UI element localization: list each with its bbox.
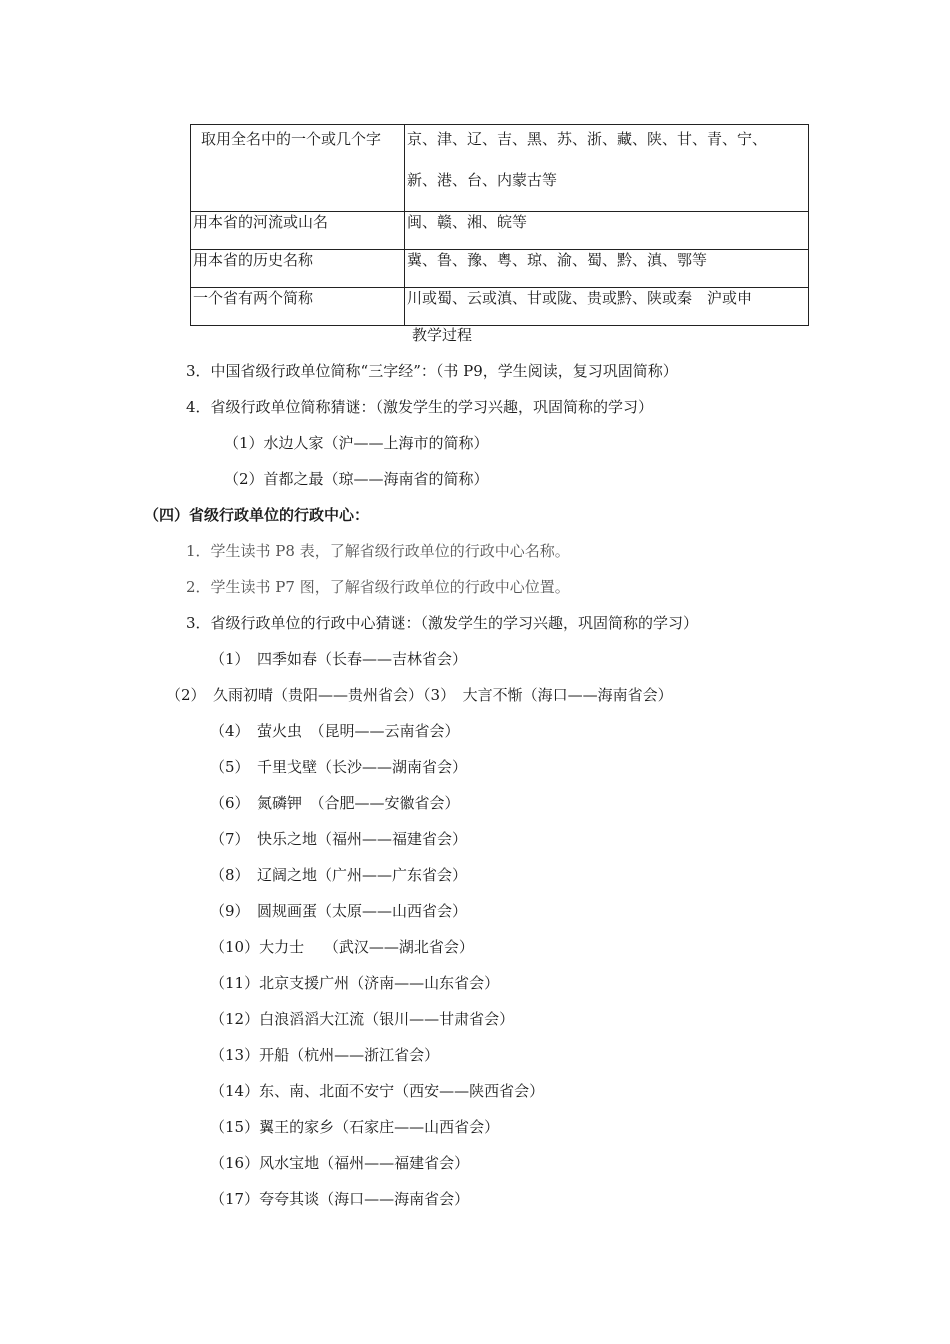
table-row bbox=[191, 125, 809, 212]
table-row bbox=[191, 288, 809, 326]
table-cell-rule: 用本省的历史名称 bbox=[191, 250, 405, 288]
part3-item-4: 4．省级行政单位简称猜谜：（激发学生的学习兴趣，巩固简称的学习） bbox=[186, 398, 654, 416]
section-caption: 教学过程 bbox=[412, 326, 473, 344]
table-cell-examples: 冀、鲁、豫、粤、琼、渝、蜀、黔、滇、鄂等 bbox=[405, 250, 809, 288]
examples-line-2: 新、港、台、内蒙古等 bbox=[407, 171, 558, 189]
table-cell-examples bbox=[405, 125, 809, 212]
riddle-line: （2） 久雨初晴（贵阳——贵州省会）（3） 大言不惭（海口——海南省会） bbox=[166, 686, 673, 704]
part4-heading: （四）省级行政单位的行政中心： bbox=[144, 506, 370, 524]
riddle-line: （11）北京支援广州（济南——山东省会） bbox=[210, 974, 500, 992]
table-row bbox=[191, 250, 809, 288]
riddle-line: （14）东、南、北面不安宁（西安——陕西省会） bbox=[210, 1082, 545, 1100]
part4-item-1: 1．学生读书 P8 表，了解省级行政单位的行政中心名称。 bbox=[186, 542, 570, 560]
riddle-line: （13）开船（杭州——浙江省会） bbox=[210, 1046, 440, 1064]
part3-item-3: 3．中国省级行政单位简称“三字经”：（书 P9，学生阅读，复习巩固简称） bbox=[186, 362, 678, 380]
riddle-line: （9） 圆规画蛋（太原——山西省会） bbox=[210, 902, 468, 920]
riddle-line: （8） 辽阔之地（广州——广东省会） bbox=[210, 866, 468, 884]
riddle-line: （17）夸夸其谈（海口——海南省会） bbox=[210, 1190, 470, 1208]
riddle-line: （6） 氮磷钾 （合肥——安徽省会） bbox=[210, 794, 460, 812]
riddle-line: （4） 萤火虫 （昆明——云南省会） bbox=[210, 722, 460, 740]
part4-item-3: 3．省级行政单位的行政中心猜谜：（激发学生的学习兴趣，巩固简称的学习） bbox=[186, 614, 699, 632]
riddle-line: （1） 四季如春（长春——吉林省会） bbox=[210, 650, 468, 668]
table-cell-rule: 一个省有两个简称 bbox=[191, 288, 405, 326]
riddle-line: （2）首都之最（琼——海南省的简称） bbox=[224, 470, 489, 488]
riddle-line: （1）水边人家（沪——上海市的简称） bbox=[224, 434, 489, 452]
table-cell-examples: 川或蜀、云或滇、甘或陇、贵或黔、陕或秦 沪或申 bbox=[405, 288, 809, 326]
abbreviation-table bbox=[190, 124, 809, 326]
riddle-line: （10）大力士 （武汉——湖北省会） bbox=[210, 938, 474, 956]
table-row bbox=[191, 212, 809, 250]
examples-line-1: 京、津、辽、吉、黑、苏、浙、藏、陕、甘、青、宁、 bbox=[407, 130, 768, 148]
table-cell-rule: 取用全名中的一个或几个字 bbox=[191, 125, 405, 212]
riddle-line: （16）风水宝地（福州——福建省会） bbox=[210, 1154, 470, 1172]
riddle-line: （15）翼王的家乡（石家庄——山西省会） bbox=[210, 1118, 500, 1136]
riddle-line: （5） 千里戈壁（长沙——湖南省会） bbox=[210, 758, 468, 776]
table-cell-examples: 闽、赣、湘、皖等 bbox=[405, 212, 809, 250]
riddle-line: （7） 快乐之地（福州——福建省会） bbox=[210, 830, 468, 848]
table-cell-rule: 用本省的河流或山名 bbox=[191, 212, 405, 250]
riddle-line: （12）白浪滔滔大江流（银川——甘肃省会） bbox=[210, 1010, 515, 1028]
part4-item-2: 2．学生读书 P7 图，了解省级行政单位的行政中心位置。 bbox=[186, 578, 570, 596]
